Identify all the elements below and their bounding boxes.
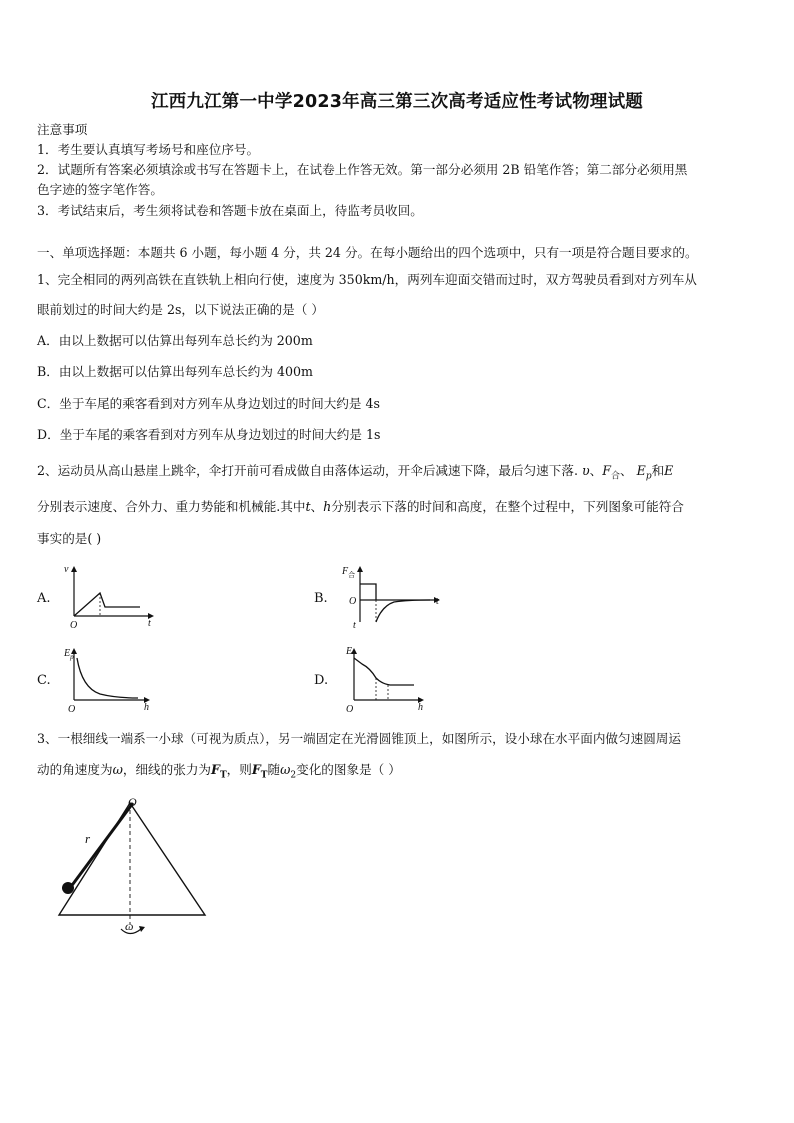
- graph-d-x-label: h: [418, 702, 423, 713]
- notice-item-2-cont: 色字迹的签字笔作答。: [37, 182, 163, 197]
- q2-option-c-label: C.: [37, 673, 51, 688]
- notice-item-2: 2．试题所有答案必须填涂或书写在答题卡上，在试卷上作答无效。第一部分必须用 2B 铅笔作答；第二部分必须用黑: [37, 162, 688, 177]
- graph-a-origin: O: [70, 620, 78, 631]
- graph-d-origin: O: [346, 704, 354, 715]
- section-heading: 一、单项选择题：本题共 6 小题，每小题 4 分，共 24 分。在每小题给出的四个选项中，只有一项是符合题目要求的。: [37, 245, 698, 260]
- graph-b-y-label: $F_合$: [342, 566, 356, 579]
- graph-b-origin: O: [349, 596, 357, 607]
- graph-a-y-label: v: [64, 564, 69, 575]
- ball: [62, 882, 74, 894]
- graph-b-lower-label: t: [353, 620, 356, 631]
- q2-stem-line2: 分别表示速度、合外力、重力势能和机械能.其中t、h分别表示下落的时间和高度，在整个过程中，下列图象可能符合: [37, 499, 684, 514]
- graph-a-x-label: t: [148, 618, 151, 629]
- q2-stem-line1: 2、运动员从高山悬崖上跳伞，伞打开前可看成做自由落体运动，开伞后减速下降，最后匀速下落. υ、$F_合$、 $E_p$和E: [37, 463, 674, 482]
- graph-d-y-label: E: [346, 646, 353, 657]
- q1-stem-line1: 1、完全相同的两列高铁在直铁轨上相向行使，速度为 350km/h，两列车迎面交错而过时，双方驾驶员看到对方列车从: [37, 272, 697, 287]
- q2-graph-a: [60, 560, 160, 630]
- q2-option-b-label: B.: [314, 591, 328, 606]
- q2-stem-line3: 事实的是( ): [37, 531, 102, 546]
- graph-c-x-label: h: [144, 702, 149, 713]
- page-title: 江西九江第一中学2023年高三第三次高考适应性考试物理试题: [150, 92, 643, 112]
- graph-c-y-label: $E_p$: [64, 648, 74, 661]
- q1-stem-line2: 眼前划过的时间大约是 2s，以下说法正确的是（ ）: [37, 302, 324, 317]
- q2-graph-c: [60, 644, 160, 714]
- cone-apex-label: O: [128, 795, 137, 809]
- q3-stem-line1: 3、一根细线一端系一小球（可视为质点），另一端固定在光滑圆锥顶上，如图所示，设小球在水平面内做匀速圆周运: [37, 731, 681, 746]
- rope-label: r: [85, 831, 91, 846]
- notice-item-1: 1．考生要认真填写考场号和座位序号。: [37, 142, 260, 157]
- notice-item-3: 3．考试结束后，考生须将试卷和答题卡放在桌面上，待监考员收回。: [37, 203, 423, 218]
- q2-graph-d: [338, 644, 438, 714]
- q1-option-d: D．坐于车尾的乘客看到对方列车从身边划过的时间大约是 1s: [37, 427, 381, 442]
- q1-option-b: B．由以上数据可以估算出每列车总长约为 400m: [37, 364, 313, 379]
- q1-option-a: A．由以上数据可以估算出每列车总长约为 200m: [37, 333, 313, 348]
- q2-option-a-label: A.: [37, 591, 51, 606]
- graph-b-x-label: t: [436, 596, 439, 607]
- q2-graph-b: [338, 562, 448, 632]
- notice-heading: 注意事项: [37, 122, 88, 137]
- q2-option-d-label: D.: [314, 673, 329, 688]
- graph-c-origin: O: [68, 704, 76, 715]
- q3-cone-figure: [55, 795, 215, 945]
- q3-stem-line2: 动的角速度为ω，细线的张力为$F_T$，则$F_T$随$\omega_2$变化的图象是（ ）: [37, 762, 401, 781]
- omega-label: ω: [125, 919, 134, 933]
- q1-option-c: C．坐于车尾的乘客看到对方列车从身边划过的时间大约是 4s: [37, 396, 380, 411]
